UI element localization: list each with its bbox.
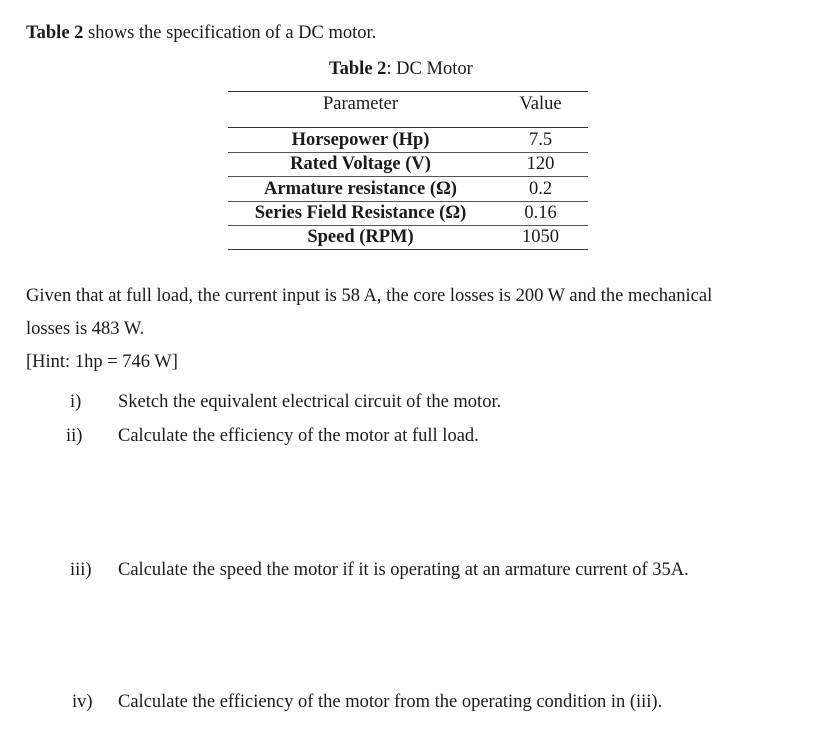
intro-sentence	[26, 23, 376, 44]
intro-table-ref: Table 2	[26, 23, 84, 43]
question-number: iii)	[70, 560, 92, 580]
table-cell-value: 1050	[522, 227, 559, 247]
caption-table-ref: Table 2	[329, 59, 387, 79]
table-row-rule-3	[228, 201, 588, 202]
question-number: iv)	[72, 692, 93, 712]
hint-text: [Hint: 1hp = 746 W]	[26, 352, 178, 372]
table-cell-parameter: Series Field Resistance (Ω)	[254, 203, 467, 223]
intro-text: shows the specification of a DC motor.	[83, 23, 377, 43]
table-row-rule-4	[228, 225, 588, 226]
table-caption	[329, 59, 473, 80]
given-paragraph-line-2: losses is 483 W.	[26, 319, 145, 339]
question-text: Calculate the efficiency of the motor from the operating condition in (iii).	[118, 692, 663, 712]
question-number: i)	[70, 392, 82, 412]
table-row-rule-2	[228, 176, 588, 177]
question-text: Sketch the equivalent electrical circuit of the motor.	[118, 392, 502, 412]
table-top-rule	[228, 91, 588, 92]
table-cell-value: 120	[526, 154, 555, 174]
table-cell-parameter: Horsepower (Hp)	[291, 130, 430, 150]
caption-text: : DC Motor	[386, 59, 473, 79]
table-cell-parameter: Armature resistance (Ω)	[264, 179, 457, 199]
table-header-parameter: Parameter	[323, 94, 398, 114]
table-cell-value: 0.16	[524, 203, 557, 223]
table-header-rule	[228, 127, 588, 128]
table-cell-value: 0.2	[528, 179, 553, 199]
table-bottom-rule	[228, 249, 588, 250]
table-header-value: Value	[519, 94, 562, 114]
table-cell-parameter: Rated Voltage (V)	[290, 154, 431, 174]
table-row-rule-1	[228, 152, 588, 153]
question-number: ii)	[66, 426, 83, 446]
table-cell-parameter: Speed (RPM)	[307, 227, 414, 247]
table-cell-value: 7.5	[528, 130, 553, 150]
question-text: Calculate the speed the motor if it is operating at an armature current of 35A.	[118, 560, 689, 580]
given-paragraph-line-1: Given that at full load, the current input is 58 A, the core losses is 200 W and the mechanical	[26, 286, 713, 306]
question-text: Calculate the efficiency of the motor at full load.	[118, 426, 479, 446]
